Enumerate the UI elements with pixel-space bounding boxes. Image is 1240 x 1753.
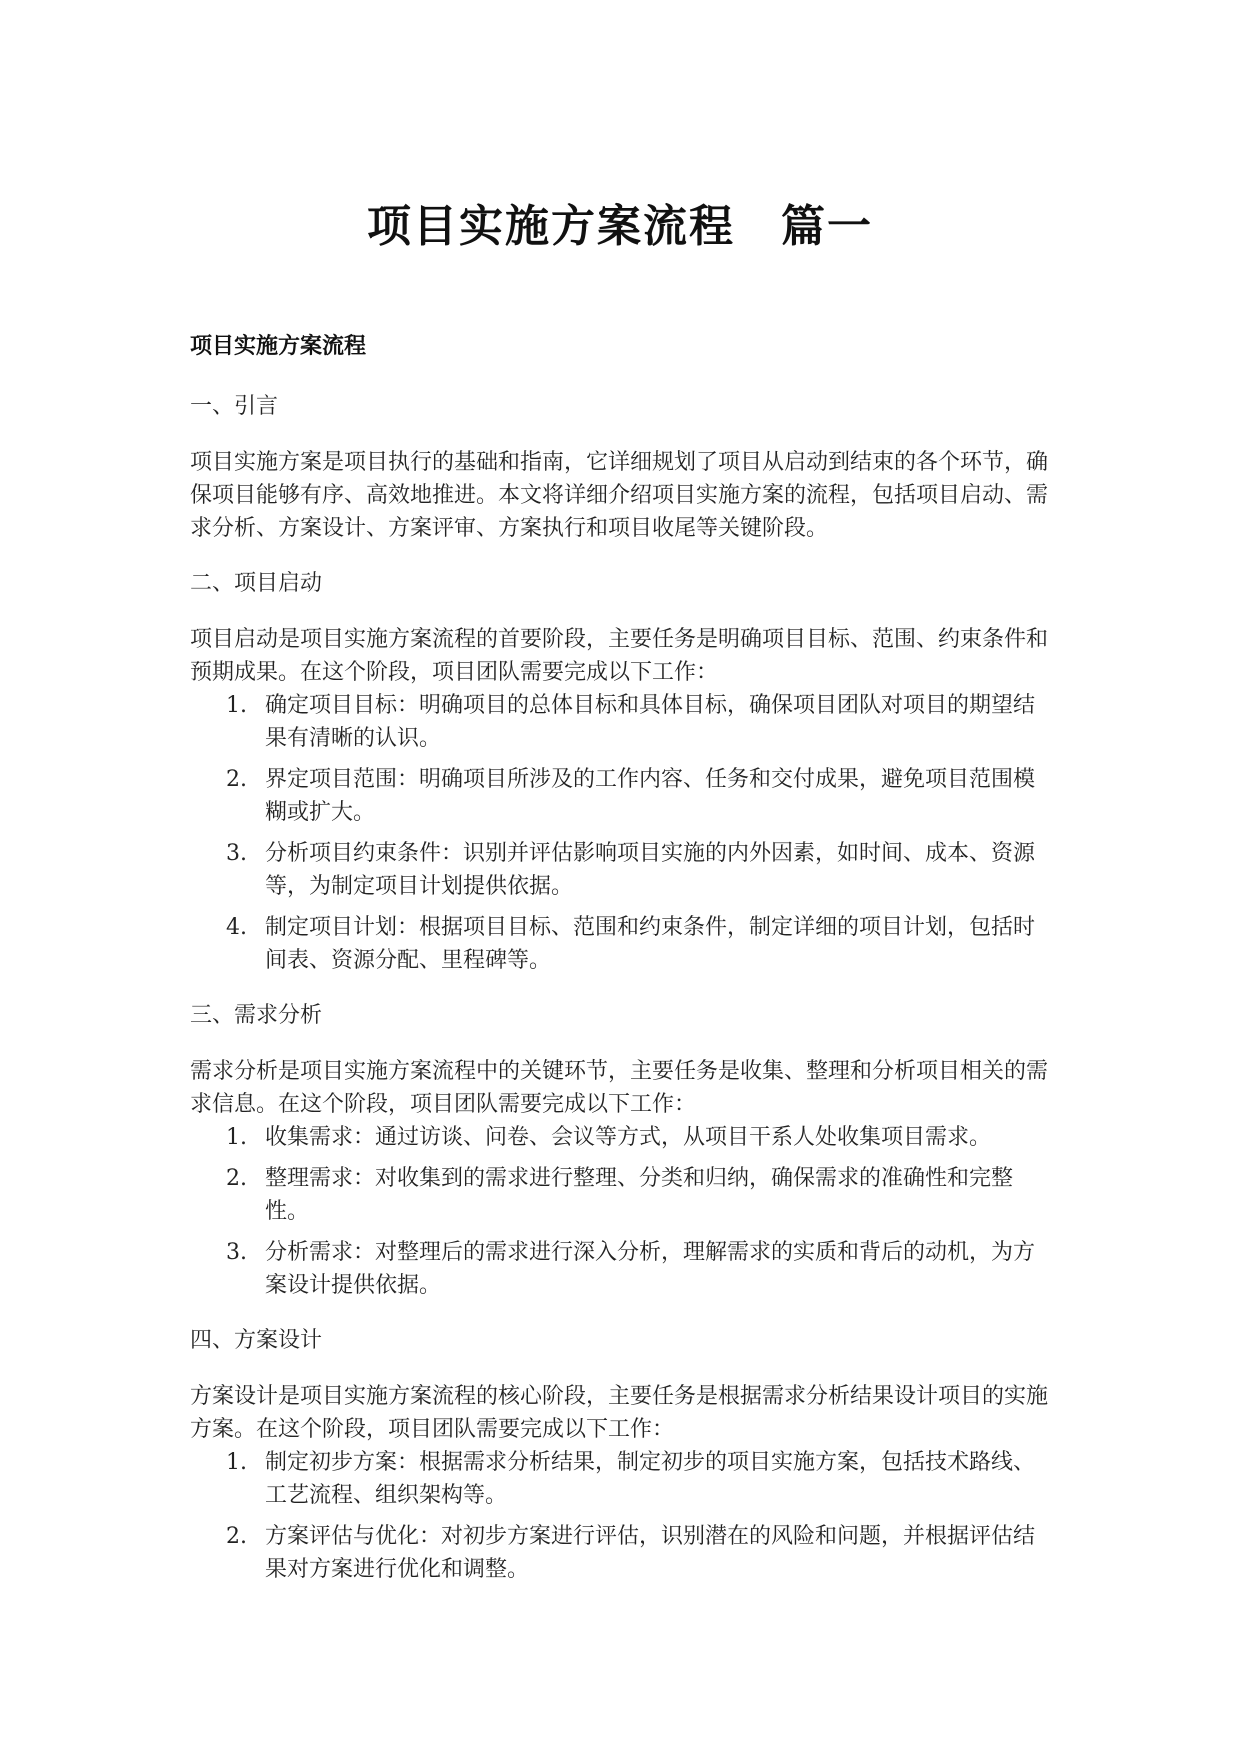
section-heading: 三、需求分析 bbox=[190, 1003, 323, 1028]
list-number: 4. bbox=[226, 915, 247, 940]
list-item bbox=[190, 1121, 1056, 1154]
list-number: 2. bbox=[226, 767, 247, 792]
section-heading: 四、方案设计 bbox=[190, 1328, 323, 1353]
list-number: 2. bbox=[226, 1524, 247, 1549]
list-item-text: 分析需求：对整理后的需求进行深入分析，理解需求的实质和背后的动机，为方案设计提供依据。 bbox=[265, 1240, 1036, 1298]
list-item-text: 整理需求：对收集到的需求进行整理、分类和归纳，确保需求的准确性和完整性。 bbox=[265, 1166, 1014, 1224]
numbered-list bbox=[190, 1446, 1056, 1586]
list-item-text: 界定项目范围：明确项目所涉及的工作内容、任务和交付成果，避免项目范围模糊或扩大。 bbox=[265, 767, 1036, 825]
list-number: 1. bbox=[226, 1125, 247, 1150]
section-paragraph: 项目启动是项目实施方案流程的首要阶段，主要任务是明确项目目标、范围、约束条件和预期成果。在这个阶段，项目团队需要完成以下工作： bbox=[190, 627, 1049, 685]
list-item bbox=[190, 1236, 1056, 1302]
list-item-text: 方案评估与优化：对初步方案进行评估，识别潜在的风险和问题，并根据评估结果对方案进行优化和调整。 bbox=[265, 1524, 1036, 1582]
list-number: 3. bbox=[226, 1240, 247, 1265]
document-subtitle: 项目实施方案流程 bbox=[190, 334, 367, 359]
list-number: 2. bbox=[226, 1166, 247, 1191]
numbered-list bbox=[190, 689, 1056, 977]
list-item-text: 收集需求：通过访谈、问卷、会议等方式，从项目干系人处收集项目需求。 bbox=[265, 1125, 992, 1150]
list-item bbox=[190, 1520, 1056, 1586]
list-item bbox=[190, 1446, 1056, 1512]
list-item bbox=[190, 911, 1056, 977]
numbered-list bbox=[190, 1121, 1056, 1302]
list-number: 1. bbox=[226, 693, 247, 718]
page-title: 项目实施方案流程 篇一 bbox=[367, 201, 873, 252]
list-number: 3. bbox=[226, 841, 247, 866]
list-item-text: 制定项目计划：根据项目目标、范围和约束条件，制定详细的项目计划，包括时间表、资源分配、里程碑等。 bbox=[265, 915, 1036, 973]
document-body bbox=[190, 330, 1056, 1608]
list-item-text: 分析项目约束条件：识别并评估影响项目实施的内外因素，如时间、成本、资源等，为制定项目计划提供依据。 bbox=[265, 841, 1036, 899]
section-heading: 一、引言 bbox=[190, 394, 279, 419]
list-item bbox=[190, 763, 1056, 829]
list-item-text: 制定初步方案：根据需求分析结果，制定初步的项目实施方案，包括技术路线、工艺流程、组织架构等。 bbox=[265, 1450, 1036, 1508]
list-item-text: 确定项目目标：明确项目的总体目标和具体目标，确保项目团队对项目的期望结果有清晰的认识。 bbox=[265, 693, 1036, 751]
list-item bbox=[190, 1162, 1056, 1228]
list-number: 1. bbox=[226, 1450, 247, 1475]
section-paragraph: 方案设计是项目实施方案流程的核心阶段，主要任务是根据需求分析结果设计项目的实施方案。在这个阶段，项目团队需要完成以下工作： bbox=[190, 1384, 1049, 1442]
section-heading: 二、项目启动 bbox=[190, 571, 323, 596]
list-item bbox=[190, 837, 1056, 903]
section-paragraph: 需求分析是项目实施方案流程中的关键环节，主要任务是收集、整理和分析项目相关的需求信息。在这个阶段，项目团队需要完成以下工作： bbox=[190, 1059, 1049, 1117]
list-item bbox=[190, 689, 1056, 755]
section-paragraph: 项目实施方案是项目执行的基础和指南，它详细规划了项目从启动到结束的各个环节，确保项目能够有序、高效地推进。本文将详细介绍项目实施方案的流程，包括项目启动、需求分析、方案设计、方案评审、方案执行和项目收尾等关键阶段。 bbox=[190, 450, 1049, 541]
